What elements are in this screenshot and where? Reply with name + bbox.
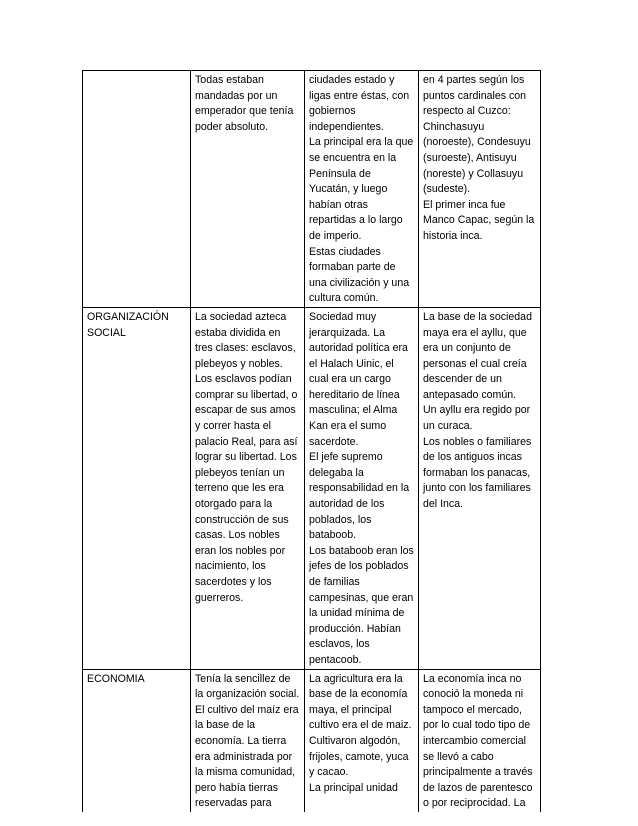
table-row — [83, 71, 541, 308]
maya-cell — [305, 307, 419, 669]
cell-paragraph: La agricultura era la base de la economía maya, el principal cultivo era el de maiz. Cultivaron algodón, frijoles, camote, yuca y cacao. — [309, 672, 412, 779]
cell-paragraph: Estas ciudades formaban parte de una civilización y una cultura común. — [309, 245, 410, 305]
inca-cell — [419, 669, 541, 812]
cell-paragraph: en 4 partes según los puntos cardinales con respecto al Cuzco: Chinchasuyu (noroeste), Condesuyu (suroeste), Antisuyu (noreste) y Collasuyu (sudeste). — [423, 74, 531, 196]
cell-paragraph: Todas estaban mandadas por un emperador que tenía poder absoluto. — [195, 74, 294, 133]
table-row — [83, 669, 541, 812]
comparison-table — [82, 70, 541, 812]
maya-cell — [305, 669, 419, 812]
cell-paragraph: La principal unidad — [309, 781, 398, 794]
cell-paragraph: Los bataboob eran los jefes de los poblados de familias campesinas, que eran la unidad mínima de producción. Habían esclavos, los pentacoob. — [309, 544, 414, 666]
cell-paragraph: Los nobles o familiares de los antiguos incas formaban los panacas, junto con los familiares del Inca. — [423, 435, 532, 511]
cell-paragraph: El jefe supremo delegaba la responsabilidad en la autoridad de los poblados, los bataboob. — [309, 451, 410, 542]
maya-cell — [305, 71, 419, 308]
cell-paragraph: La base de la sociedad maya era el ayllu, que era un conjunto de personas el cual creía descender de un antepasado común. — [423, 310, 532, 401]
cell-paragraph: La economía inca no conoció la moneda ni tampoco el mercado, por lo cual todo tipo de intercambio comercial se llevó a cabo principalmente a través de lazos de parentesco o por reciprocidad. La — [423, 672, 533, 810]
aztec-cell — [191, 71, 305, 308]
inca-cell — [419, 307, 541, 669]
aztec-cell — [191, 307, 305, 669]
row-label-cell: ORGANIZACIÓN SOCIAL — [83, 307, 191, 669]
cell-paragraph: Los esclavos podían comprar su libertad, o escapar de sus amos y correr hasta el palacio Real, para así lograr su libertad. Los plebeyos tenían un terreno que les era otorgado para la construcción de sus casas. Los nobles eran los nobles por nacimiento, los sacerdotes y los guerreros. — [195, 373, 298, 604]
row-label-cell: ECONOMIA — [83, 669, 191, 812]
cell-paragraph: Un ayllu era regido por un curaca. — [423, 404, 531, 433]
cell-paragraph: ciudades estado y ligas entre éstas, con gobiernos independientes. — [309, 74, 410, 133]
cell-paragraph: La sociedad azteca estaba dividida en tres clases: esclavos, plebeyos y nobles. — [195, 310, 296, 370]
cell-paragraph: Tenía la sencillez de la organización social. El cultivo del maíz era la base de la economía. La tierra era administrada por la misma comunidad, pero había tierras reservadas para — [195, 672, 300, 810]
table-row — [83, 307, 541, 669]
cell-paragraph: Sociedad muy jerarquizada. La autoridad política era el Halach Uinic, el cual era un cargo hereditario de línea masculina; el Alma Kan era el sumo sacerdote. — [309, 310, 408, 448]
aztec-cell — [191, 669, 305, 812]
row-label-cell — [83, 71, 191, 308]
cell-paragraph: La principal era la que se encuentra en la Península de Yucatán, y luego habían otras repartidas a lo largo de imperio. — [309, 136, 414, 242]
inca-cell — [419, 71, 541, 308]
cell-paragraph: El primer inca fue Manco Capac, según la historia inca. — [423, 198, 535, 242]
